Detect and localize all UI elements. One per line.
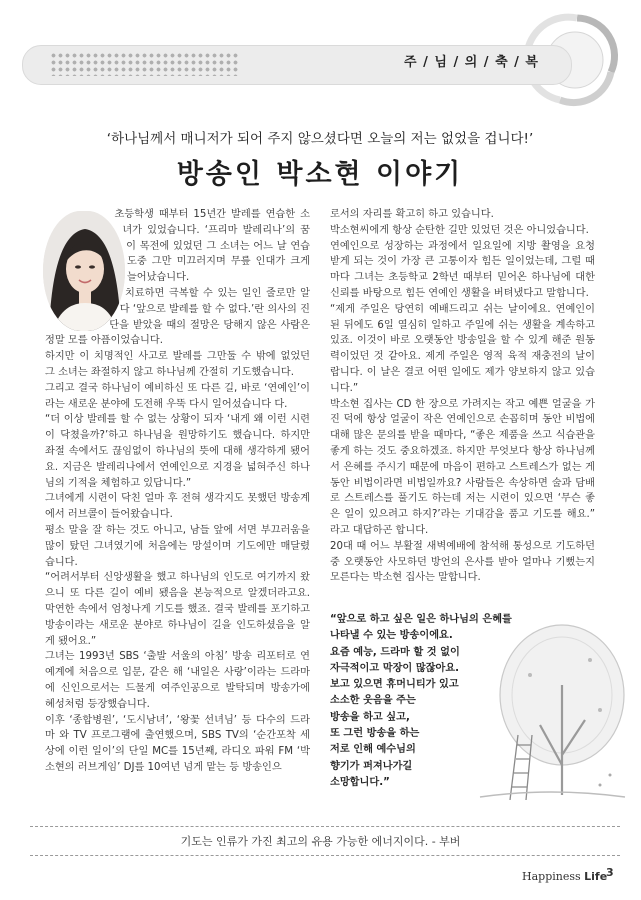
page-header bbox=[0, 0, 641, 110]
quote-line: “앞으로 하고 싶은 일은 하나님의 은혜를 bbox=[330, 614, 512, 625]
paragraph: 그리고 결국 하나님이 예비하신 또 다른 길, 바로 ‘연예인’이라는 새로운 분야에 도전해 우뚝 다시 일어섰습니다 다. bbox=[45, 382, 310, 410]
tree-illustration bbox=[470, 615, 630, 800]
paragraph: 박소현 집사는 CD 한 장으로 가려지는 작고 예쁜 얼굴을 가진 덕에 항상 얼굴이 작은 연예인으로 손꼽히며 동안 비법에 대해 많은 문의를 받을 때마다, “좋은 제품을 쓰고 식습관을 좋게 하는 것도 중요하겠죠. 하지만 무엇보다 항상 하나님께서 은혜를 주시기 때문에 마음이 편하고 스트레스가 없는 게 동안 비법이라면 비법일까요? 사람들은 속상하면 술과 담배로 스트레스를 풀기도 하는데 저는 시련이 있으면 ‘무슨 좋은 일이 있으려고 하지?’라는 기대감을 품고 기도를 해요.” 라고 대답하곤 합니다. bbox=[330, 398, 595, 536]
paragraph: “어려서부터 신앙생활을 했고 하나님의 인도로 여기까지 왔으니 또 다른 길이 예비 됐음을 본능적으로 알겠더라고요. 막연한 속에서 엄청나게 기도를 했죠. 결국 발레를 포기하고 방송이라는 새로운 분야로 하나님이 길을 인도하셨음을 알게 됐어요.” bbox=[45, 572, 310, 647]
right-column bbox=[330, 207, 595, 586]
quote-line: 저로 인해 예수님의 bbox=[330, 744, 416, 756]
quote-line: 또 그런 방송을 하는 bbox=[330, 728, 420, 740]
paragraph: 이후 ‘종합병원’, ‘도시남녀’, ‘왕꽃 선녀님’ 등 다수의 드라마 와 TV 프로그램에 출연했으며, SBS TV의 ‘순간포착 세상에 이런 일이’의 단일 MC를 15년째, 라디오 파워 FM ‘박소현의 러브게임’ DJ를 10여년 넘게 맡는 등 방송인으 bbox=[45, 714, 310, 773]
quote-line: 요즘 예능, 드라마 할 것 없이 bbox=[330, 646, 460, 658]
paragraph: 박소현씨에게 항상 순탄한 길만 있었던 것은 아니었습니다. bbox=[330, 224, 589, 236]
left-column bbox=[45, 207, 310, 776]
paragraph: 하지만 이 치명적인 사고로 발레를 그만둘 수 밖에 없었던 그 소녀는 좌절하지 않고 하나님께 간절히 기도했습니다. bbox=[45, 351, 310, 378]
article-title: 방송인 박소현 이야기 bbox=[176, 159, 464, 190]
paragraph: 그녀에게 시련이 닥친 얼마 후 전혀 생각지도 못했던 방송계에서 러브콜이 들어왔습니다. bbox=[45, 493, 310, 521]
footer-quote: 기도는 인류가 가진 최고의 유용 가능한 에너지이다. - 부버 bbox=[180, 835, 461, 848]
brand-word: Happiness bbox=[522, 870, 581, 883]
quote-line: 향기가 퍼져나가길 bbox=[330, 760, 413, 772]
paragraph: 치료하면 극복할 수 있는 일인 줄로만 알다 ‘앞으로 발레를 할 수 없다.’란 의사의 진단을 받았을 때의 절망은 당해지 않은 사람은 정말 모를 아픔이었습니다. bbox=[45, 287, 310, 347]
paragraph: 연예인으로 성장하는 과정에서 일요일에 지방 촬영을 요청받게 되는 것이 가장 큰 고통이자 힘든 일이었는데, 그럴 때마다 그녀는 초등학교 2학년 때부터 믿어온 하나님에 대한 신뢰를 바탕으로 힘든 연예인 생활을 버텨냈다고 말합니다. bbox=[330, 240, 595, 299]
paragraph: 로서의 자리를 확고히 하고 있습니다. bbox=[330, 209, 494, 220]
page-number: 3 bbox=[606, 866, 614, 879]
brand-logo bbox=[522, 870, 607, 883]
article-quote: ‘하나님께서 매니저가 되어 주지 않으셨다면 오늘의 저는 없었을 겁니다!’ bbox=[106, 131, 534, 147]
quote-line: 보고 있으면 휴머니티가 있고 bbox=[330, 679, 459, 691]
dot-pattern bbox=[50, 52, 240, 76]
quote-line: 나타낼 수 있는 방송이에요. bbox=[330, 630, 453, 642]
paragraph: “제게 주일은 당연히 예배드리고 쉬는 날이에요. 연예인이 된 뒤에도 6일 열심히 일하고 주일에 쉬는 생활을 계속하고 있죠. 이것이 바로 오랫동안 방송일을 할 수 있게 해준 원동력이었던 것 같아요. 제게 주일은 영적 육적 재충전의 날이랍니다. 이 날은 결코 어떤 일에도 제가 양보하지 않고 있습니다.” bbox=[330, 303, 595, 394]
quote-line: 소소한 웃음을 주는 bbox=[330, 695, 416, 707]
footer-divider-bottom bbox=[30, 855, 620, 856]
paragraph: 그녀는 1993년 SBS ‘출발 서울의 아침’ 방송 리포터로 연예계에 처음으로 입문, 같은 해 ‘내일은 사랑’이라는 드라마에 신인으로서는 드물게 여주인공으로 발탁되며 방송가에 혜성처럼 등장했습니다. bbox=[45, 651, 310, 710]
photo-wrap-space bbox=[43, 207, 123, 335]
quote-line: 방송을 하고 싶고, bbox=[330, 711, 410, 723]
paragraph: 20대 때 어느 부활절 새벽예배에 참석해 통성으로 기도하던 중 오랫동안 사모하던 방언의 은사를 받아 얼마나 기뻤는지 모른다는 박소현 집사는 말합니다. bbox=[330, 540, 595, 584]
brand-bold: Life bbox=[584, 870, 608, 883]
paragraph: “더 이상 발레를 할 수 없는 상황이 되자 ‘내게 왜 이런 시련이 닥쳤을까?’하고 하나님을 원망하기도 했습니다. 하지만 좌절 속에서도 끊임없이 하나님의 뜻에 대해 생각하게 됐어요. 지금은 발레리나에서 연예인으로 지경을 넓혀주신 하나님의 기적을 체험하고 있답니다.” bbox=[45, 414, 310, 489]
paragraph: 초등학생 때부터 15년간 발레를 연습한 소녀가 있었습니다. ‘프리마 발레리나’의 꿈이 목전에 있었던 그 소녀는 어느 날 연습 도중 그만 미끄러지며 무릎 인대가 크게 늘어났습니다. bbox=[114, 209, 310, 284]
quote-line: 소망합니다.” bbox=[330, 776, 390, 788]
footer-divider bbox=[30, 826, 620, 827]
section-title: 주 / 님 / 의 / 축 / 복 bbox=[404, 55, 539, 70]
quote-line: 자극적이고 막장이 많잖아요. bbox=[330, 662, 460, 674]
paragraph: 평소 말을 잘 하는 것도 아니고, 남들 앞에 서면 부끄러움을 많이 탔던 그녀였기에 처음에는 망설이며 기도에만 매달렸습니다. bbox=[45, 524, 310, 568]
